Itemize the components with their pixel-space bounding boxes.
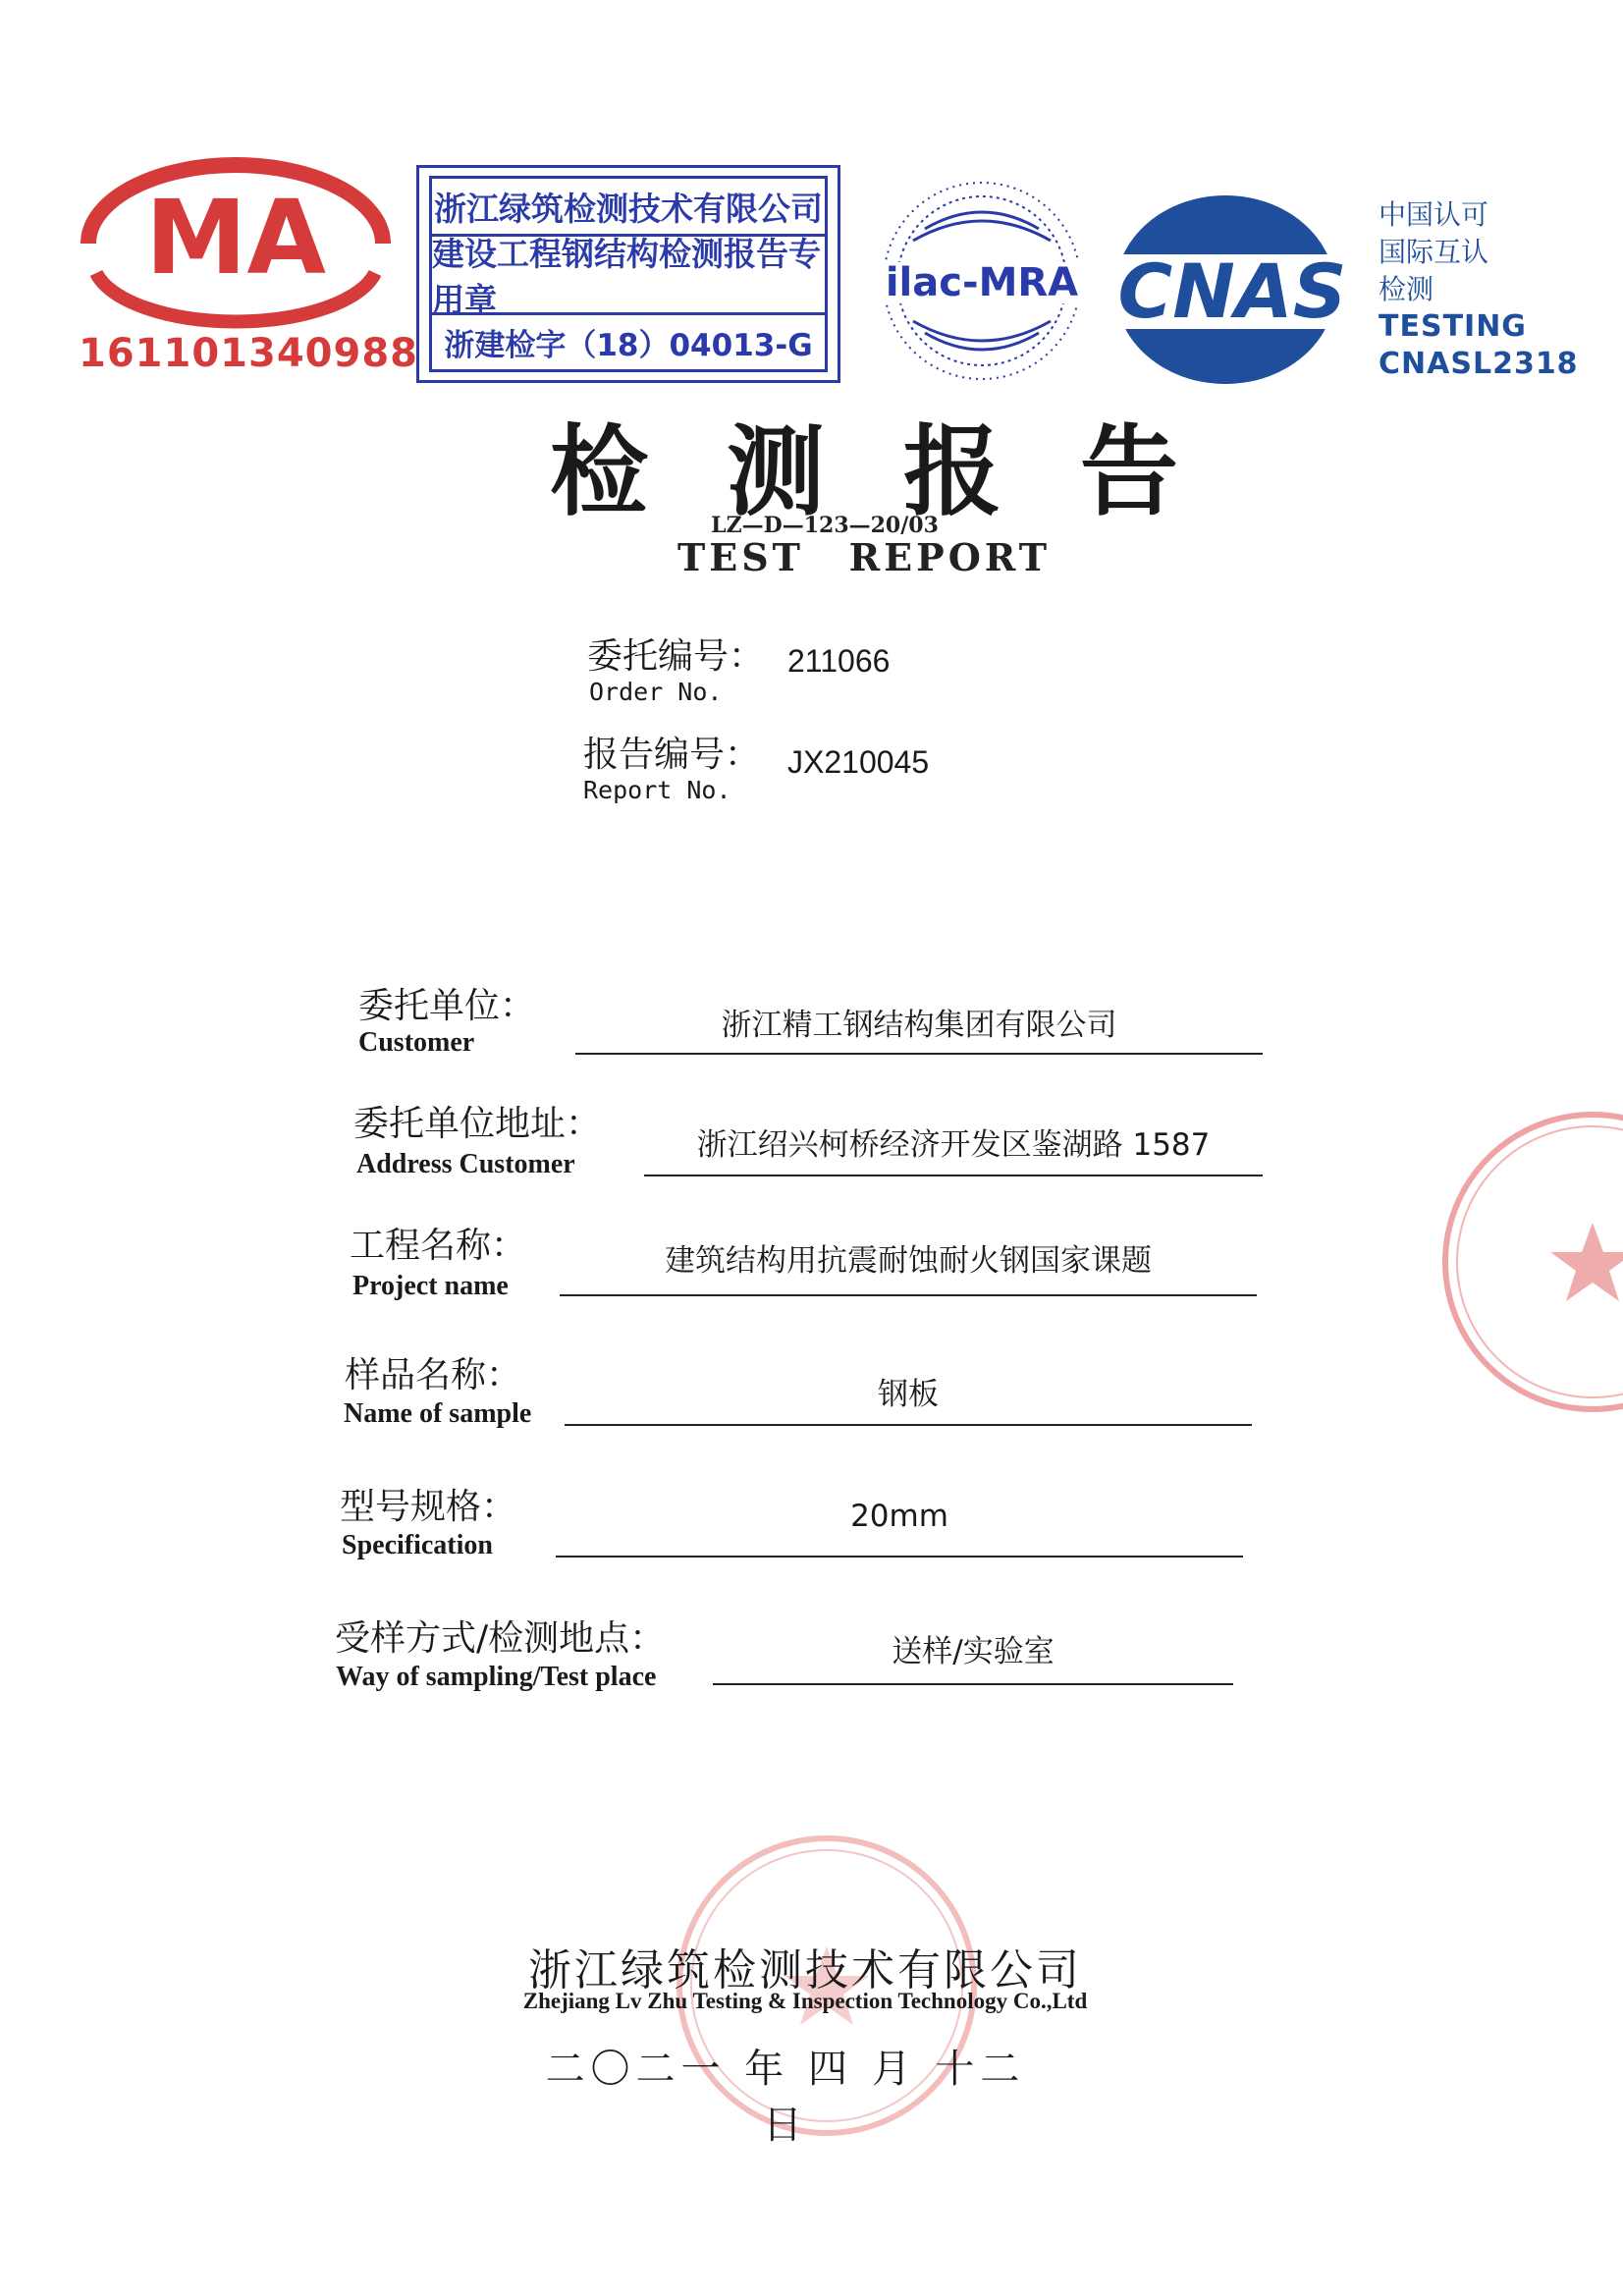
address-underline (644, 1175, 1263, 1176)
specification-value: 20mm (850, 1499, 948, 1534)
order-no-label: 委托编号： (587, 636, 765, 677)
ilac-mra-logo (874, 172, 1090, 390)
project-label: 工程名称： (350, 1226, 527, 1266)
cnas-zh-line3: 检测 (1379, 273, 1434, 305)
subtitle-word: TEST (677, 535, 804, 579)
cnas-caption (1379, 196, 1614, 383)
sampling-label: 受样方式/检测地点： (335, 1618, 666, 1659)
address-label-en: Address Customer (356, 1149, 575, 1179)
sampling-label-en: Way of sampling/Test place (336, 1662, 657, 1692)
specification-underline (556, 1556, 1243, 1558)
document-code: LZ—D—123—20/03 (711, 513, 939, 538)
customer-label-en: Customer (358, 1027, 475, 1058)
sample-name-label-en: Name of sample (344, 1398, 532, 1429)
customer-underline (575, 1053, 1263, 1055)
page-subtitle (677, 535, 1051, 579)
subtitle-word: REPORT (848, 535, 1051, 579)
customer-label: 委托单位： (358, 986, 536, 1026)
sampling-value: 送样/实验室 (892, 1634, 1055, 1669)
project-underline (560, 1294, 1257, 1296)
report-no-value: JX210045 (787, 744, 930, 780)
stamp-purpose: 建设工程钢结构检测报告专用章 (429, 237, 828, 315)
sampling-underline (713, 1683, 1233, 1685)
red-seal-right (1435, 1100, 1623, 1424)
title-char: 检 (550, 414, 648, 529)
project-label-en: Project name (352, 1271, 509, 1301)
cnas-logo (1108, 191, 1358, 388)
cnas-en-line1: TESTING (1379, 309, 1527, 344)
report-no-label: 报告编号： (583, 735, 761, 775)
cma-number: 161101340988 (79, 331, 418, 376)
cnas-text: CNAS (1117, 247, 1347, 335)
order-no-value: 211066 (787, 643, 891, 679)
sample-name-underline (565, 1424, 1252, 1426)
footer-date: 二〇二一 年 四 月 十二 日 (545, 2047, 1026, 2148)
ilac-text: ilac-MRA (885, 260, 1079, 305)
address-label: 委托单位地址： (353, 1104, 602, 1144)
cnas-zh-line1: 中国认可 (1379, 198, 1489, 231)
cma-logo (79, 155, 393, 332)
footer-company-en: Zhejiang Lv Zhu Testing & Inspection Technology Co.,Ltd (522, 1989, 1088, 2013)
stamp-license: 浙建检字（18）04013-G (429, 315, 828, 372)
footer-company-zh: 浙江绿筑检测技术有限公司 (528, 1945, 1082, 1995)
title-char: 报 (903, 414, 1001, 529)
cnas-en-line2: CNASL2318 (1379, 347, 1579, 381)
stamp-company: 浙江绿筑检测技术有限公司 (429, 176, 828, 237)
specification-label-en: Specification (342, 1530, 493, 1560)
specification-label: 型号规格： (340, 1487, 517, 1527)
sample-name-label: 样品名称： (345, 1355, 522, 1395)
title-char: 测 (727, 414, 825, 529)
project-value: 建筑结构用抗震耐蚀耐火钢国家课题 (665, 1243, 1152, 1279)
sample-name-value: 钢板 (878, 1377, 939, 1412)
cma-letters: MA (145, 178, 326, 298)
cnas-zh-line2: 国际互认 (1379, 236, 1489, 268)
qualification-stamp (416, 165, 840, 383)
title-char: 告 (1080, 414, 1178, 529)
address-value: 浙江绍兴柯桥经济开发区鉴湖路 1587 (696, 1127, 1211, 1163)
report-no-label-en: Report No. (583, 776, 731, 804)
order-no-label-en: Order No. (589, 678, 723, 706)
customer-value: 浙江精工钢结构集团有限公司 (721, 1008, 1117, 1043)
